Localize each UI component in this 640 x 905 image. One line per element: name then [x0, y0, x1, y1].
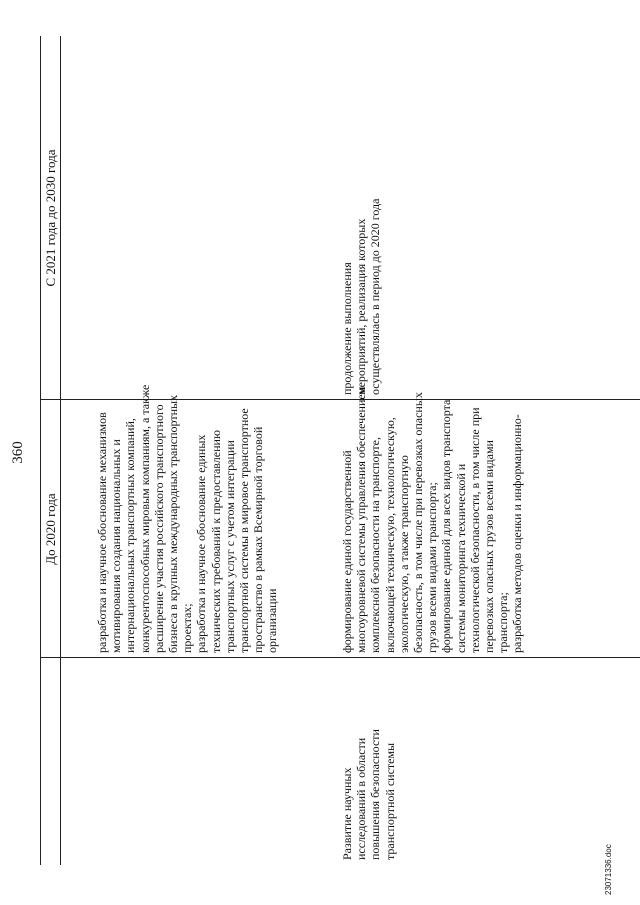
cell-line: технических требований к предоставлению	[208, 430, 223, 653]
table-header-rule	[60, 36, 61, 865]
cell-line: исследований в области	[354, 737, 369, 860]
page-number: 360	[10, 441, 26, 464]
document-code: 23071336.doc	[604, 844, 613, 895]
cell-line: системы мониторинга технической и	[453, 463, 468, 653]
cell-line: комплексной безопасности на транспорте,	[368, 437, 383, 653]
cell-line: разработка и научное обоснование единых	[194, 434, 209, 653]
cell-line: мотивирования создания национальных и	[109, 439, 124, 653]
cell-line: технологической безопасности, в том числе при	[467, 407, 482, 653]
cell-line: экологическую, а также транспортную	[396, 455, 411, 653]
cell-line: осуществлялась в период до 2020 года	[368, 198, 383, 395]
cell-line: формирование единой для всех видов транспорта	[439, 399, 454, 653]
row-2-from-2021-cell	[340, 199, 383, 395]
cell-line: Развитие научных	[340, 767, 354, 860]
cell-line: многоуровневой системы управления обеспечением	[354, 386, 369, 653]
cell-line: перевозках опасных грузов всеми видами	[482, 440, 497, 653]
cell-line: продолжение выполнения	[340, 262, 354, 395]
cell-line: интернациональных транспортных компаний,	[123, 418, 138, 653]
cell-line: безопасность, в том числе при перевозках опасных	[411, 392, 426, 653]
cell-line: транспортной системы в мировое транспортное	[237, 408, 252, 653]
cell-line: грузов всеми видами транспорта;	[425, 482, 440, 653]
header-from-2021: С 2021 года до 2030 года	[43, 149, 58, 287]
table-top-rule	[40, 36, 41, 865]
row-2-topic-cell	[340, 729, 397, 860]
column-divider-1	[40, 657, 640, 658]
cell-line: мероприятий, реализация которых	[354, 218, 369, 395]
cell-line: транспорта;	[496, 592, 511, 653]
row-1-until-2020-cell	[95, 385, 280, 653]
row-2-until-2020-cell	[340, 387, 525, 653]
cell-line: организации	[265, 588, 280, 653]
cell-line: бизнеса в крупных международных транспортных	[166, 394, 181, 653]
cell-line: транспортной системы	[382, 742, 397, 860]
cell-line: включающей техническую, технологическую,	[382, 417, 397, 653]
cell-line: повышения безопасности	[368, 729, 383, 860]
cell-line: расширение участия российского транспортного	[151, 404, 166, 653]
cell-line: разработка и научное обоснование механизмов	[95, 412, 109, 653]
cell-line: транспортных услуг с учетом интеграции	[222, 440, 237, 653]
cell-line: проектах;	[180, 603, 195, 653]
cell-line: конкурентоспособных мировым компаниям, а также	[137, 384, 152, 653]
header-until-2020: До 2020 года	[43, 493, 58, 565]
cell-line: пространство в рамках Всемирной торговой	[251, 426, 266, 653]
cell-line: разработка методов оценки и информационно-	[510, 414, 525, 653]
cell-line: формирование единой государственной	[340, 450, 354, 653]
